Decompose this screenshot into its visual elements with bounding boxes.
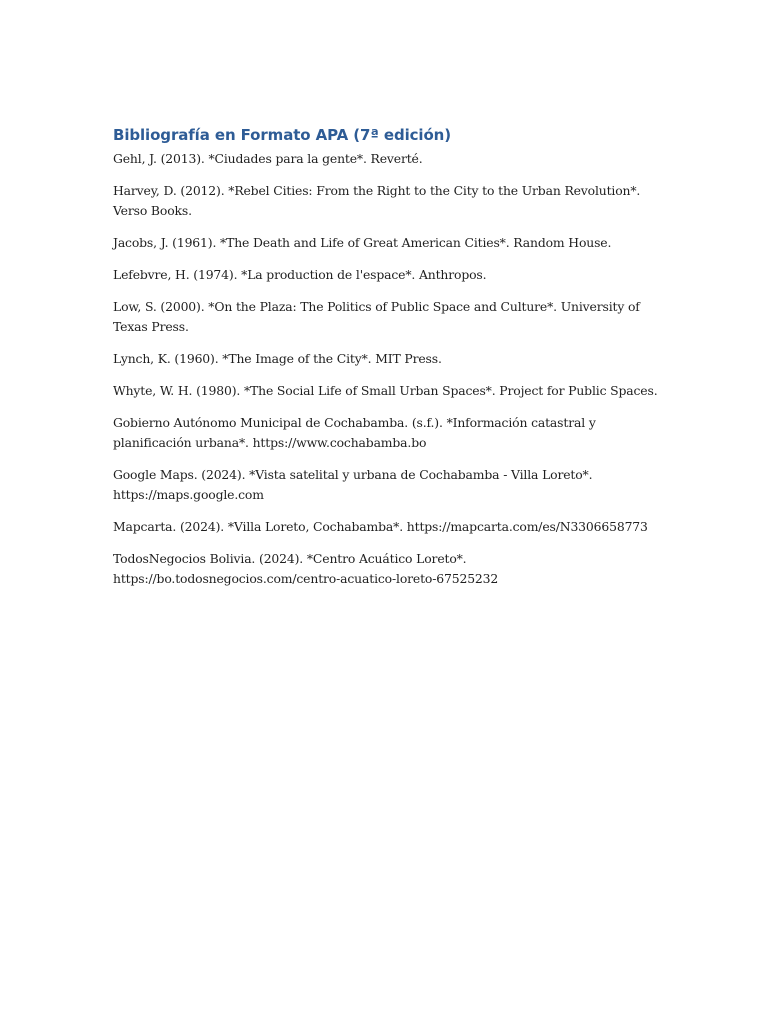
document-page <box>113 124 658 601</box>
reference-entry: Low, S. (2000). *On the Plaza: The Politics of Public Space and Culture*. University of Texas Press. <box>113 299 640 334</box>
reference-entry: Lefebvre, H. (1974). *La production de l'espace*. Anthropos. <box>113 267 487 282</box>
reference-entry: Jacobs, J. (1961). *The Death and Life of Great American Cities*. Random House. <box>113 235 612 250</box>
reference-entry: Harvey, D. (2012). *Rebel Cities: From the Right to the City to the Urban Revolution*. Verso Books. <box>113 183 641 218</box>
reference-entry: Gobierno Autónomo Municipal de Cochabamba. (s.f.). *Información catastral y planificación urbana*. https://www.cochabamba.bo <box>113 415 596 450</box>
reference-entry: Mapcarta. (2024). *Villa Loreto, Cochabamba*. https://mapcarta.com/es/N3306658773 <box>113 519 648 534</box>
bibliography-heading: Bibliografía en Formato APA (7ª edición) <box>113 126 451 144</box>
reference-entry: Gehl, J. (2013). *Ciudades para la gente*. Reverté. <box>113 151 423 166</box>
reference-entry: TodosNegocios Bolivia. (2024). *Centro Acuático Loreto*. https://bo.todosnegocios.com/centro-acuatico-loreto-67525232 <box>113 551 499 586</box>
reference-list <box>113 149 658 589</box>
reference-entry: Whyte, W. H. (1980). *The Social Life of Small Urban Spaces*. Project for Public Spaces. <box>113 383 658 398</box>
reference-entry: Google Maps. (2024). *Vista satelital y urbana de Cochabamba - Villa Loreto*. https://maps.google.com <box>113 467 593 502</box>
reference-entry: Lynch, K. (1960). *The Image of the City*. MIT Press. <box>113 351 442 366</box>
